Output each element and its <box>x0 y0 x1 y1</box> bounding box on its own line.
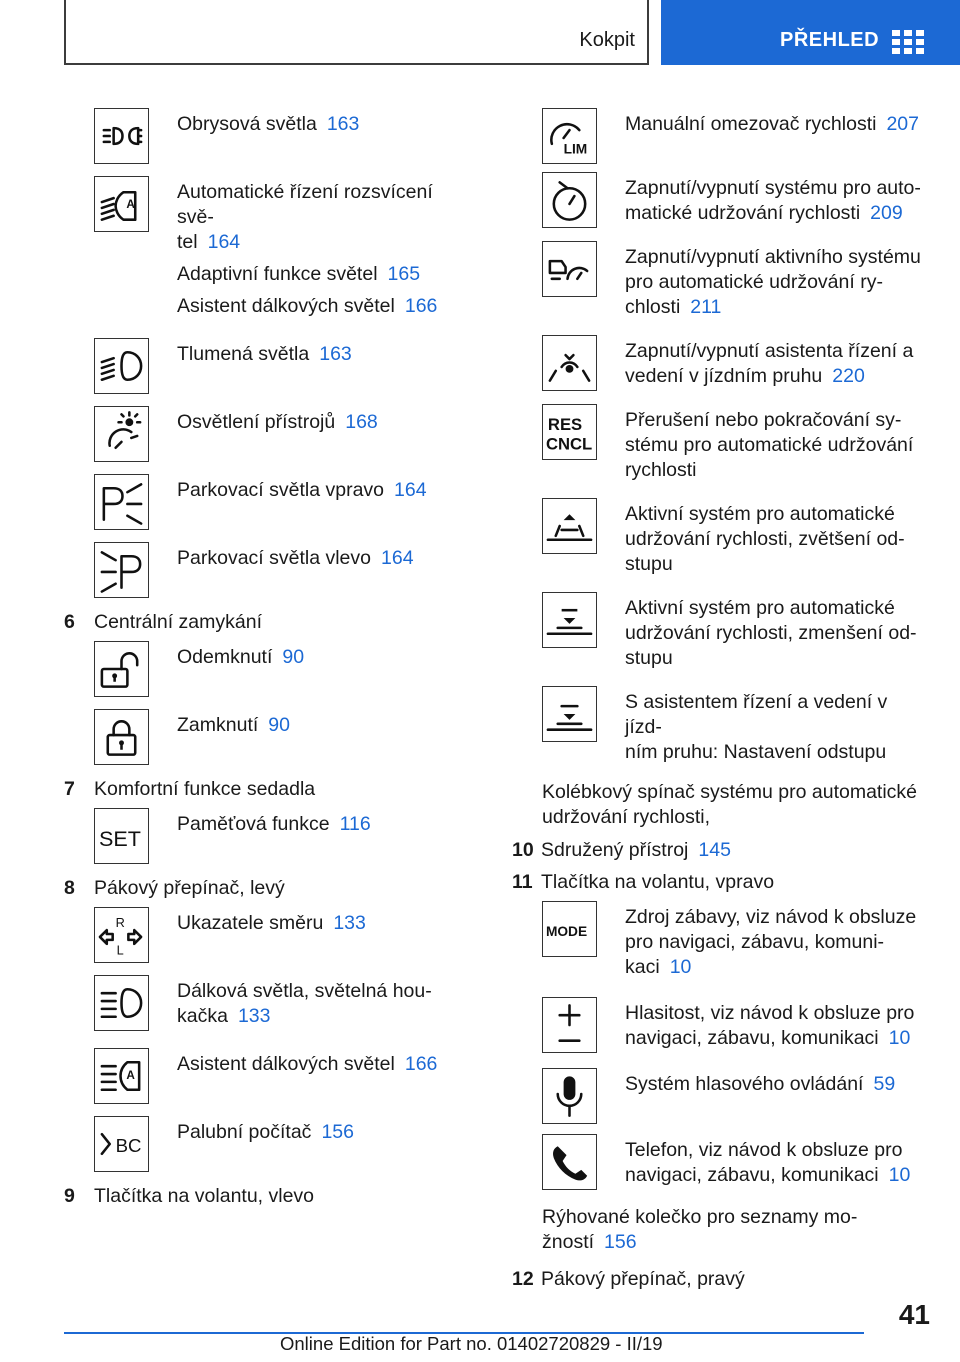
entry-label: Aktivní systém pro automatické <box>625 503 895 525</box>
page-reference-link[interactable]: 90 <box>282 646 305 668</box>
legend-entry <box>64 1116 474 1172</box>
entry-label: Tlumená světla <box>177 343 310 365</box>
entry-label: Telefon, viz návod k obsluze pro <box>625 1139 903 1161</box>
legend-entry-text <box>177 641 304 677</box>
low-beam-icon <box>94 338 149 394</box>
section-heading <box>64 610 474 635</box>
legend-entry-text <box>625 1134 910 1195</box>
entry-label: Aktivní systém pro automatické <box>625 597 895 619</box>
high-beam-assist-icon <box>94 1048 149 1104</box>
overview-tab-label: PŘEHLED <box>780 29 880 51</box>
section-number: 12 <box>512 1268 534 1290</box>
legend-entry <box>64 108 474 164</box>
instrument-lighting-icon <box>94 406 149 462</box>
entry-label: Zapnutí/vypnutí systému pro auto- <box>625 177 921 199</box>
entry-label: Přerušení nebo pokračování sy- <box>625 409 902 431</box>
entry-label: Ukazatele směru <box>177 912 324 934</box>
legend-entry <box>512 108 922 164</box>
header-section-box <box>64 0 649 65</box>
entry-label: vedení v jízdním pruhu <box>625 365 823 387</box>
legend-entry-text <box>625 1068 895 1104</box>
lane-assist-icon <box>542 335 597 391</box>
entry-label: udržování rychlosti, zvětšení od- <box>625 528 905 550</box>
scroll-wheel-note: Rýhované kolečko pro seznamy mo- žností 156 <box>542 1206 858 1253</box>
section-title: Sdružený přístroj <box>541 839 689 861</box>
entry-label: kačka <box>177 1005 228 1027</box>
svg-text:CNCL: CNCL <box>545 434 593 454</box>
distance-increase-icon <box>542 498 597 554</box>
right-column <box>512 108 922 1298</box>
high-beam-icon <box>94 975 149 1031</box>
legend-entry <box>512 1068 922 1124</box>
page-reference-link[interactable]: 207 <box>886 113 919 135</box>
legend-entry-text <box>177 406 378 442</box>
entry-label: Manuální omezovač rychlosti <box>625 113 877 135</box>
page-reference-link[interactable]: 116 <box>339 813 371 835</box>
legend-entry <box>512 1134 922 1195</box>
legend-entry <box>512 686 922 772</box>
legend-entry-text <box>177 176 474 326</box>
legend-entry <box>64 709 474 765</box>
section-number: 6 <box>64 611 75 633</box>
entry-label: rychlosti <box>625 459 697 481</box>
section-heading <box>64 1184 474 1209</box>
section-heading <box>64 777 474 802</box>
page-reference-link[interactable]: 163 <box>326 113 360 135</box>
page-reference-link[interactable]: 90 <box>268 714 290 736</box>
header-section-label: Kokpit <box>579 29 635 51</box>
page-reference-link[interactable]: 164 <box>394 479 427 501</box>
legend-entry <box>64 406 474 462</box>
svg-text:A: A <box>126 1068 135 1082</box>
page-reference-link[interactable]: 209 <box>870 202 903 224</box>
entry-label: Asistent dálkových světel <box>177 1053 395 1075</box>
svg-text:LIM: LIM <box>563 141 588 157</box>
entry-label: Hlasitost, viz návod k obsluze pro <box>625 1002 915 1024</box>
legend-entry-text <box>177 542 414 578</box>
legend-entry-text <box>625 172 921 233</box>
section-number: 7 <box>64 778 75 800</box>
left-column <box>64 108 474 1215</box>
legend-entry <box>512 498 922 584</box>
legend-entry <box>512 404 922 490</box>
entry-label: Parkovací světla vlevo <box>177 547 372 569</box>
page-reference-link[interactable]: 211 <box>690 296 722 318</box>
lock-icon <box>94 709 149 765</box>
entry-label: Parkovací světla vpravo <box>177 479 385 501</box>
page-reference-link[interactable]: 10 <box>888 1027 911 1049</box>
outline-lights-icon <box>94 108 149 164</box>
section-number: 11 <box>512 871 533 893</box>
entry-label: kaci <box>625 956 660 978</box>
rocker-switch-note: Kolébkový spínač systému pro automatické udržování rychlosti, <box>542 781 918 828</box>
cruise-control-icon <box>542 172 597 228</box>
entry-label: Systém hlasového ovládání <box>625 1073 864 1095</box>
svg-text:MODE: MODE <box>545 923 588 939</box>
legend-entry-text <box>625 335 913 396</box>
entry-label: Zapnutí/vypnutí asistenta řízení a <box>625 340 914 362</box>
entry-label: navigaci, zábavu, komunikaci <box>625 1164 879 1186</box>
section-heading <box>512 838 922 863</box>
legend-entry <box>512 901 922 987</box>
legend-entry <box>512 172 922 233</box>
legend-entry-text <box>177 1116 354 1152</box>
entry-label: Zapnutí/vypnutí aktivního systému <box>625 246 921 268</box>
page-reference-link[interactable]: 156 <box>604 1231 637 1253</box>
entry-label: Palubní počítač <box>177 1121 312 1143</box>
legend-entry-text <box>625 997 914 1058</box>
legend-entry <box>64 542 474 598</box>
page-reference-link[interactable]: 166 <box>404 295 438 317</box>
phone-icon <box>542 1134 597 1190</box>
entry-label: Dálková světla, světelná hou- <box>177 980 432 1002</box>
legend-entry <box>64 474 474 530</box>
section-title: Komfortní funkce sedadla <box>94 778 316 800</box>
page-reference-link[interactable]: 133 <box>237 1005 271 1027</box>
legend-entry-text <box>177 338 352 374</box>
entry-label: Zdroj zábavy, viz návod k obsluze <box>625 906 917 928</box>
page-reference-link[interactable]: 133 <box>333 912 366 934</box>
page-number: 41 <box>898 1299 930 1330</box>
entry-label: Odemknutí <box>177 646 273 668</box>
svg-text:BC: BC <box>115 1134 142 1156</box>
legend-entry-text <box>177 474 427 510</box>
legend-entry <box>512 241 922 327</box>
section-title: Pákový přepínač, pravý <box>541 1268 745 1290</box>
grid-menu-icon <box>892 30 924 54</box>
section-number: 9 <box>64 1185 75 1207</box>
entry-label: tel <box>177 231 198 253</box>
legend-entry-text <box>625 498 905 584</box>
onboard-computer-icon <box>94 1116 149 1172</box>
active-cruise-icon <box>542 241 597 297</box>
section-number: 8 <box>64 877 75 899</box>
parking-light-left-icon <box>94 542 149 598</box>
legend-entry-text <box>625 686 922 772</box>
distance-setting-icon <box>542 686 597 742</box>
legend-entry-text <box>177 1048 437 1084</box>
page-reference-link[interactable]: 164 <box>381 547 414 569</box>
footer-edition: Online Edition for Part no. 01402720829 - II/19 <box>280 1333 663 1354</box>
entry-label: navigaci, zábavu, komunikaci <box>625 1027 879 1049</box>
res-cncl-icon <box>542 404 597 460</box>
legend-entry <box>512 592 922 678</box>
volume-icon <box>542 997 597 1053</box>
speed-limiter-icon <box>542 108 597 164</box>
section-heading <box>512 870 922 895</box>
section-heading <box>512 1267 922 1292</box>
entry-label: stupu <box>625 647 673 669</box>
svg-text:A: A <box>126 197 135 211</box>
legend-entry-text <box>625 592 917 678</box>
svg-text:RES: RES <box>547 415 583 435</box>
set-icon <box>94 808 149 864</box>
legend-entry <box>64 338 474 394</box>
page-reference-link[interactable]: 10 <box>669 956 692 978</box>
entry-label: Zamknutí <box>177 714 259 736</box>
entry-label: Asistent dálkových světel <box>177 295 395 317</box>
legend-entry <box>512 335 922 396</box>
section-title: Tlačítka na volantu, vlevo <box>94 1185 315 1207</box>
legend-entry-text <box>625 901 916 987</box>
entry-label: chlosti <box>625 296 681 318</box>
legend-entry-text <box>177 709 290 745</box>
legend-entry <box>64 1048 474 1104</box>
entry-label: stému pro automatické udržování <box>625 434 914 456</box>
legend-entry-text <box>177 975 432 1036</box>
legend-entry <box>512 997 922 1058</box>
unlock-icon <box>94 641 149 697</box>
legend-entry <box>64 641 474 697</box>
svg-text:R: R <box>115 915 125 931</box>
legend-entry-text <box>177 108 359 144</box>
section-title: Centrální zamykání <box>94 611 262 633</box>
page-reference-link[interactable]: 145 <box>698 839 731 861</box>
entry-label: Osvětlení přístrojů <box>177 411 336 433</box>
svg-text:SET: SET <box>98 825 141 851</box>
entry-label: Automatické řízení rozsvícení svě- <box>177 181 433 228</box>
parking-light-right-icon <box>94 474 149 530</box>
section-number: 10 <box>512 839 534 861</box>
legend-entry <box>64 808 474 864</box>
page-reference-link[interactable]: 166 <box>404 1053 438 1075</box>
entry-label: Obrysová světla <box>177 113 317 135</box>
legend-entry-text <box>625 241 921 327</box>
legend-entry <box>64 907 474 963</box>
legend-entry-text <box>625 108 919 144</box>
entry-label: matické udržování rychlosti <box>625 202 861 224</box>
entry-label: pro navigaci, zábavu, komuni- <box>625 931 885 953</box>
legend-entry-text <box>177 907 366 943</box>
legend-entry-text <box>177 808 371 844</box>
mode-icon <box>542 901 597 957</box>
page-reference-link[interactable]: 10 <box>888 1164 911 1186</box>
overview-tab[interactable] <box>661 0 960 65</box>
legend-entry-text <box>625 404 913 490</box>
section-title: Tlačítka na volantu, vpravo <box>541 871 775 893</box>
entry-label: stupu <box>625 553 673 575</box>
entry-label: Adaptivní funkce světel <box>177 263 378 285</box>
turn-signal-icon <box>94 907 149 963</box>
distance-decrease-icon <box>542 592 597 648</box>
section-title: Pákový přepínač, levý <box>94 877 285 899</box>
voice-control-icon <box>542 1068 597 1124</box>
entry-label: ním pruhu: Nastavení odstupu <box>625 741 887 763</box>
section-heading <box>64 876 474 901</box>
auto-headlight-icon <box>94 176 149 232</box>
page-reference-link[interactable]: 220 <box>832 365 865 387</box>
page-reference-link[interactable]: 163 <box>319 343 352 365</box>
svg-text:L: L <box>116 942 124 958</box>
legend-entry <box>64 975 474 1036</box>
page-reference-link[interactable]: 165 <box>387 263 421 285</box>
page-reference-link[interactable]: 168 <box>345 411 378 433</box>
entry-label: udržování rychlosti, zmenšení od- <box>625 622 917 644</box>
page-reference-link[interactable]: 59 <box>873 1073 896 1095</box>
entry-label: Paměťová funkce <box>177 813 330 835</box>
entry-label: S asistentem řízení a vedení v jízd- <box>625 691 888 738</box>
page-reference-link[interactable]: 164 <box>207 231 241 253</box>
legend-entry <box>64 176 474 326</box>
entry-label: pro automatické udržování ry- <box>625 271 883 293</box>
page-reference-link[interactable]: 156 <box>321 1121 354 1143</box>
